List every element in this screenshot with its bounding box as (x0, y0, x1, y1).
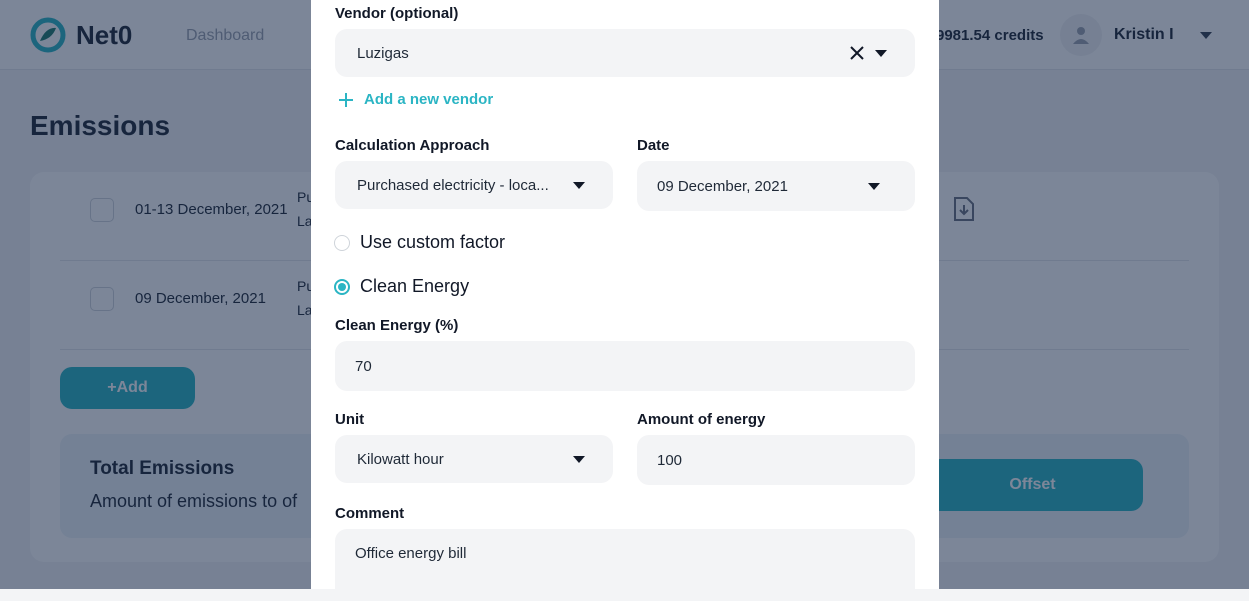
chevron-down-icon[interactable] (573, 182, 585, 189)
chevron-down-icon[interactable] (868, 183, 880, 190)
amount-input[interactable] (637, 435, 915, 485)
comment-value: Office energy bill (355, 545, 467, 562)
clean-energy-pct-value: 70 (355, 357, 372, 375)
calc-approach-value: Purchased electricity - loca... (357, 176, 549, 194)
close-icon[interactable] (850, 46, 864, 60)
custom-factor-label: Use custom factor (360, 232, 506, 252)
amount-value: 100 (657, 451, 683, 469)
date-label: Date (637, 137, 670, 154)
add-vendor-label: Add a new vendor (364, 91, 494, 108)
bottom-strip (0, 589, 1249, 601)
chevron-down-icon[interactable] (875, 50, 887, 57)
calc-approach-label: Calculation Approach (335, 137, 490, 154)
vendor-select[interactable] (335, 29, 915, 77)
clean-energy-option[interactable] (334, 276, 469, 297)
plus-icon (338, 92, 354, 108)
comment-textarea[interactable] (335, 529, 915, 589)
chevron-down-icon[interactable] (573, 456, 585, 463)
custom-factor-radio[interactable] (334, 235, 350, 251)
clean-energy-pct-input[interactable] (335, 341, 915, 391)
comment-label: Comment (335, 505, 405, 522)
vendor-label: Vendor (optional) (335, 5, 459, 22)
clean-energy-label: Clean Energy (360, 276, 470, 296)
clean-energy-pct-label: Clean Energy (%) (335, 317, 459, 334)
vendor-value: Luzigas (357, 44, 409, 62)
calc-approach-select[interactable] (335, 161, 613, 209)
add-vendor-link[interactable] (338, 91, 493, 108)
unit-select[interactable] (335, 435, 613, 483)
date-value: 09 December, 2021 (657, 177, 788, 195)
custom-factor-option[interactable] (334, 232, 505, 253)
unit-value: Kilowatt hour (357, 450, 444, 468)
unit-label: Unit (335, 411, 365, 428)
add-emission-modal (311, 0, 939, 589)
clean-energy-radio[interactable] (334, 279, 350, 295)
date-picker[interactable] (637, 161, 915, 211)
amount-label: Amount of energy (637, 411, 766, 428)
